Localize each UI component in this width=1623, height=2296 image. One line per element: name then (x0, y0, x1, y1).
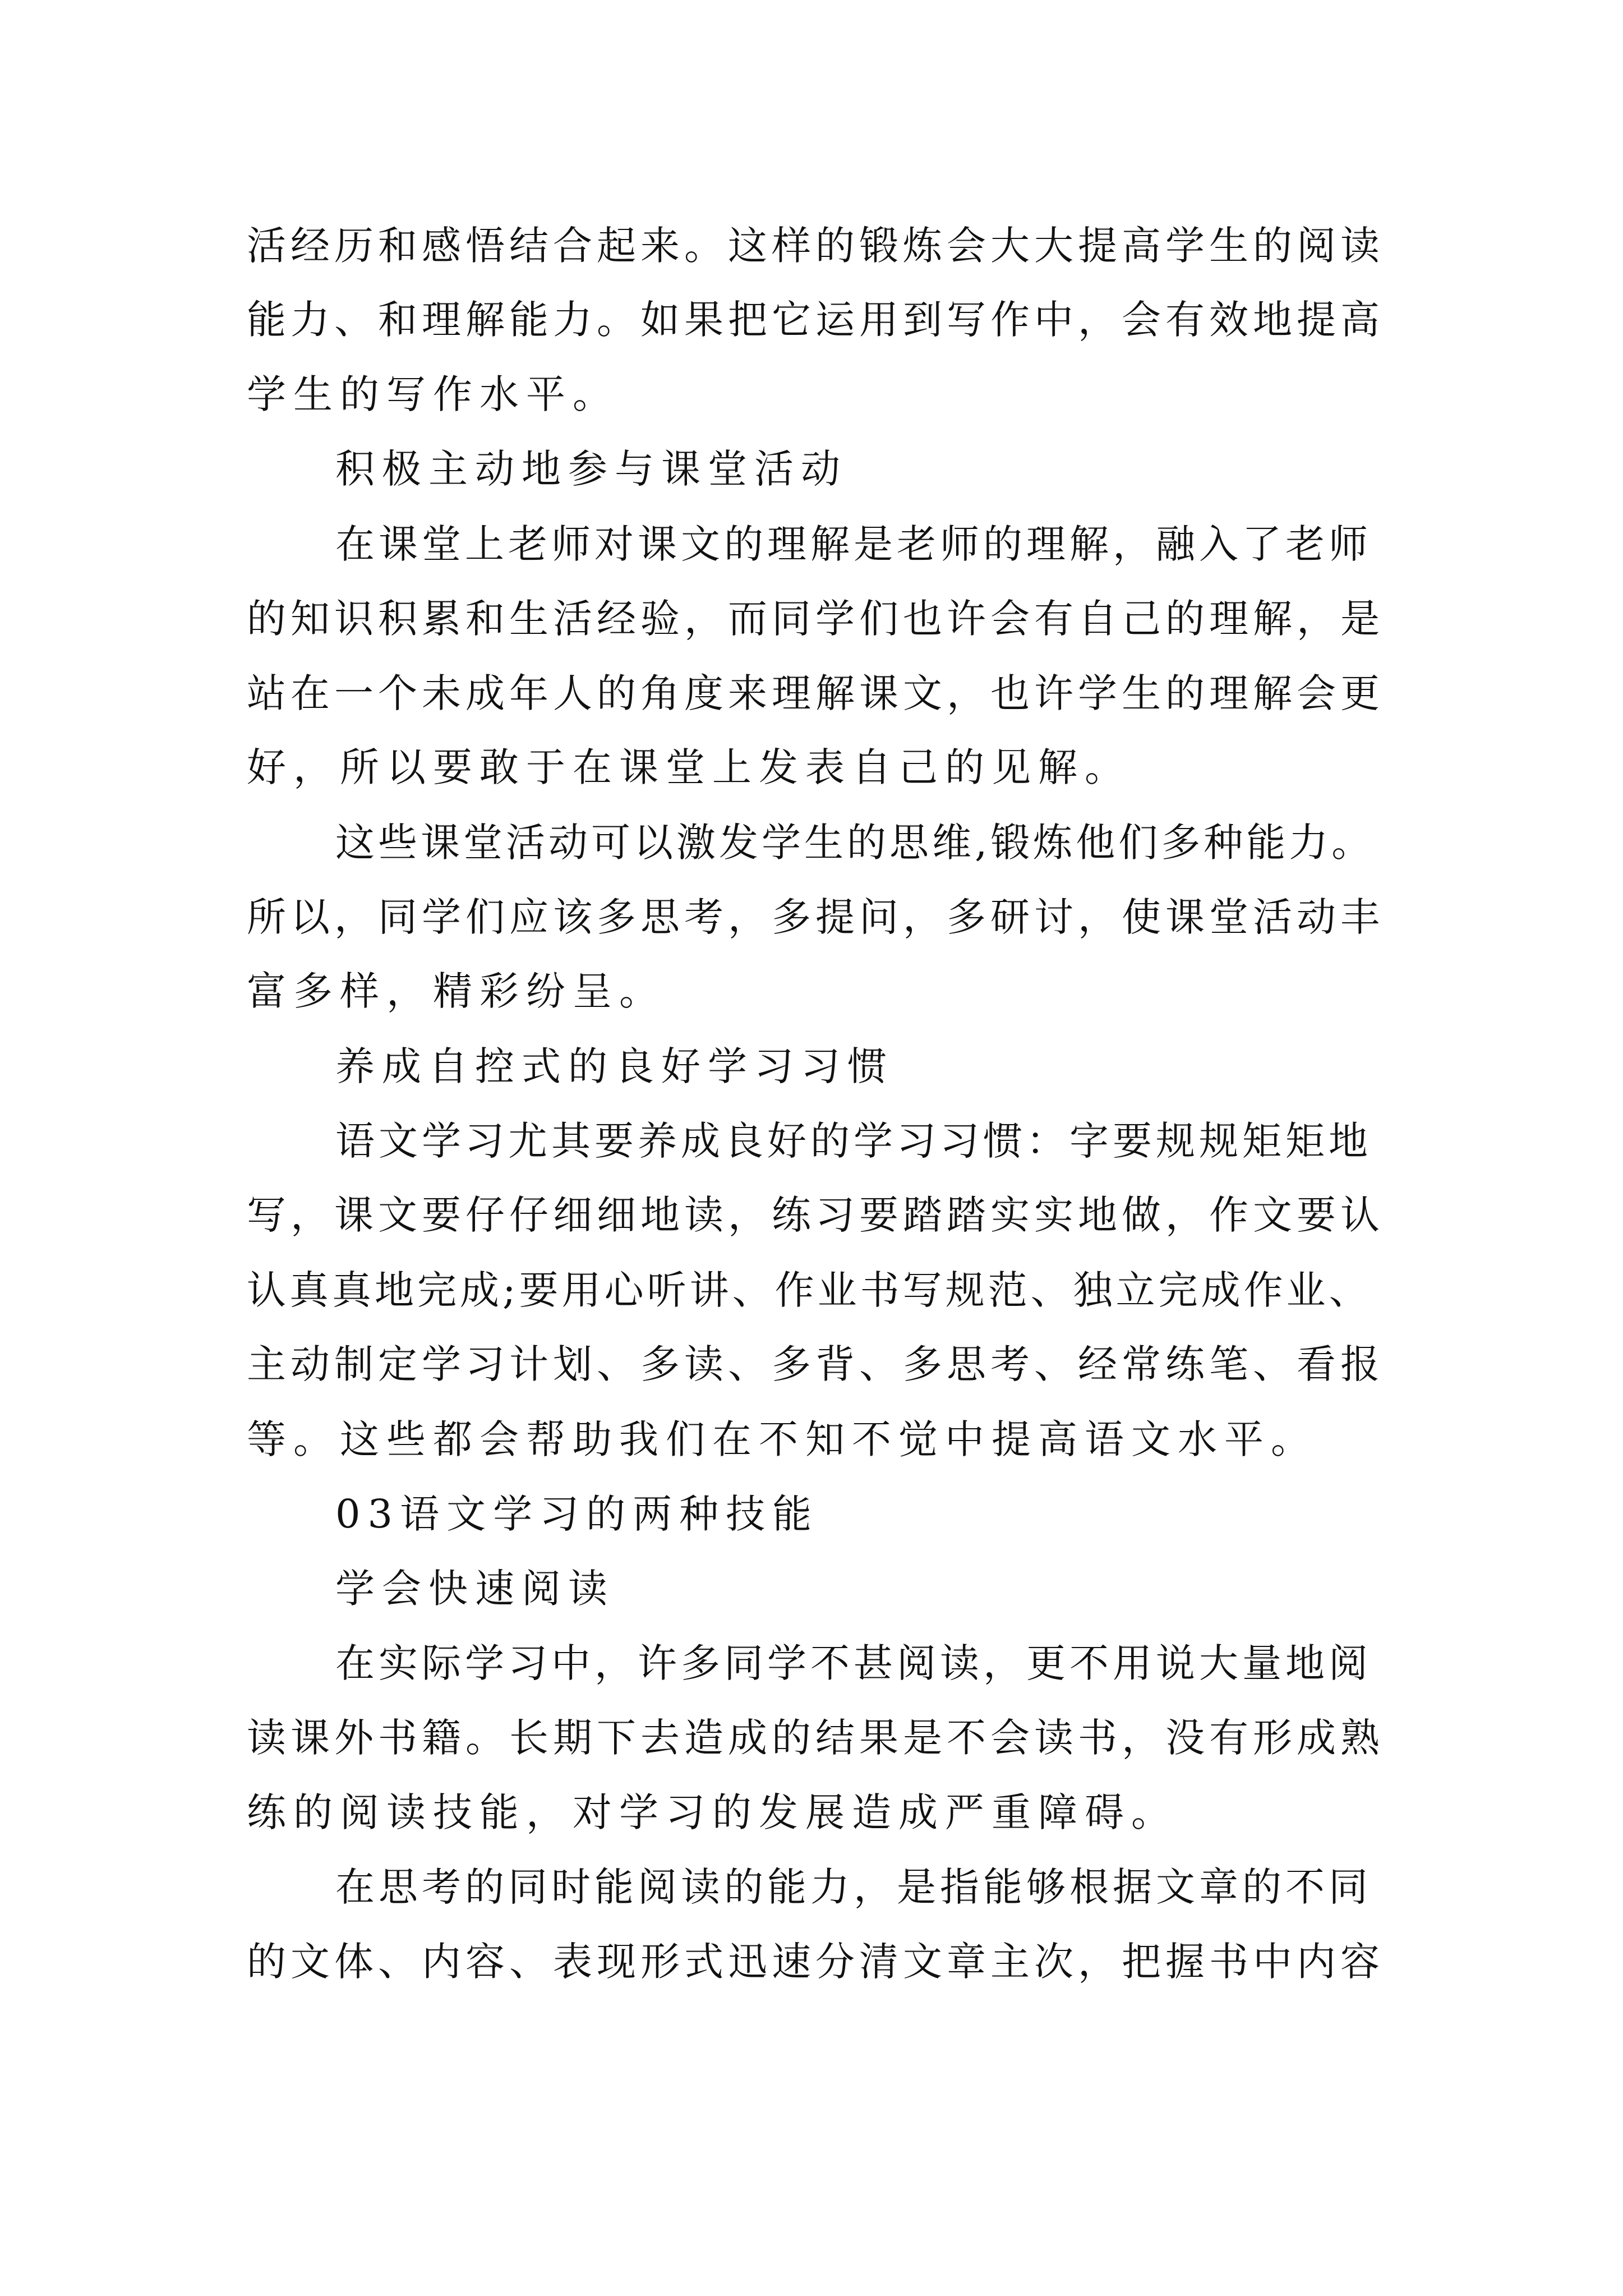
text-line: 的文体、内容、表现形式迅速分清文章主次，把握书中内容 (247, 1939, 1384, 1985)
text-line: 在课堂上老师对课文的理解是老师的理解，融入了老师 (335, 521, 1372, 567)
text-line: 在思考的同时能阅读的能力，是指能够根据文章的不同 (335, 1864, 1372, 1910)
section-heading: 03语文学习的两种技能 (335, 1491, 819, 1537)
text-line: 富多样，精彩纷呈。 (247, 968, 666, 1014)
text-line: 站在一个未成年人的角度来理解课文，也许学生的理解会更 (247, 670, 1384, 716)
text-line: 的知识积累和生活经验，而同学们也许会有自己的理解，是 (247, 596, 1384, 642)
text-line: 语文学习尤其要养成良好的学习习惯：字要规规矩矩地 (335, 1118, 1372, 1164)
text-line: 读课外书籍。长期下去造成的结果是不会读书，没有形成熟 (247, 1715, 1384, 1761)
text-line: 活经历和感悟结合起来。这样的锻炼会大大提高学生的阅读 (247, 223, 1384, 269)
text-line: 所以，同学们应该多思考，多提问，多研讨，使课堂活动丰 (247, 894, 1384, 940)
text-line: 这些课堂活动可以激发学生的思维,锻炼他们多种能力。 (335, 820, 1375, 866)
text-line: 学生的写作水平。 (247, 371, 619, 417)
text-line: 等。这些都会帮助我们在不知不觉中提高语文水平。 (247, 1416, 1317, 1462)
text-line: 在实际学习中，许多同学不甚阅读，更不用说大量地阅 (335, 1640, 1372, 1686)
section-heading: 养成自控式的良好学习习惯 (335, 1043, 894, 1089)
text-line: 主动制定学习计划、多读、多背、多思考、经常练笔、看报 (247, 1341, 1384, 1387)
section-heading: 积极主动地参与课堂活动 (335, 446, 847, 492)
section-heading: 学会快速阅读 (335, 1566, 615, 1612)
text-line: 练的阅读技能，对学习的发展造成严重障碍。 (247, 1789, 1178, 1835)
text-line: 好，所以要敢于在课堂上发表自己的见解。 (247, 744, 1131, 790)
text-line: 认真真地完成;要用心听讲、作业书写规范、独立完成作业、 (247, 1267, 1372, 1313)
text-line: 能力、和理解能力。如果把它运用到写作中，会有效地提高 (247, 297, 1384, 343)
text-line: 写，课文要仔仔细细地读，练习要踏踏实实地做，作文要认 (247, 1192, 1384, 1238)
